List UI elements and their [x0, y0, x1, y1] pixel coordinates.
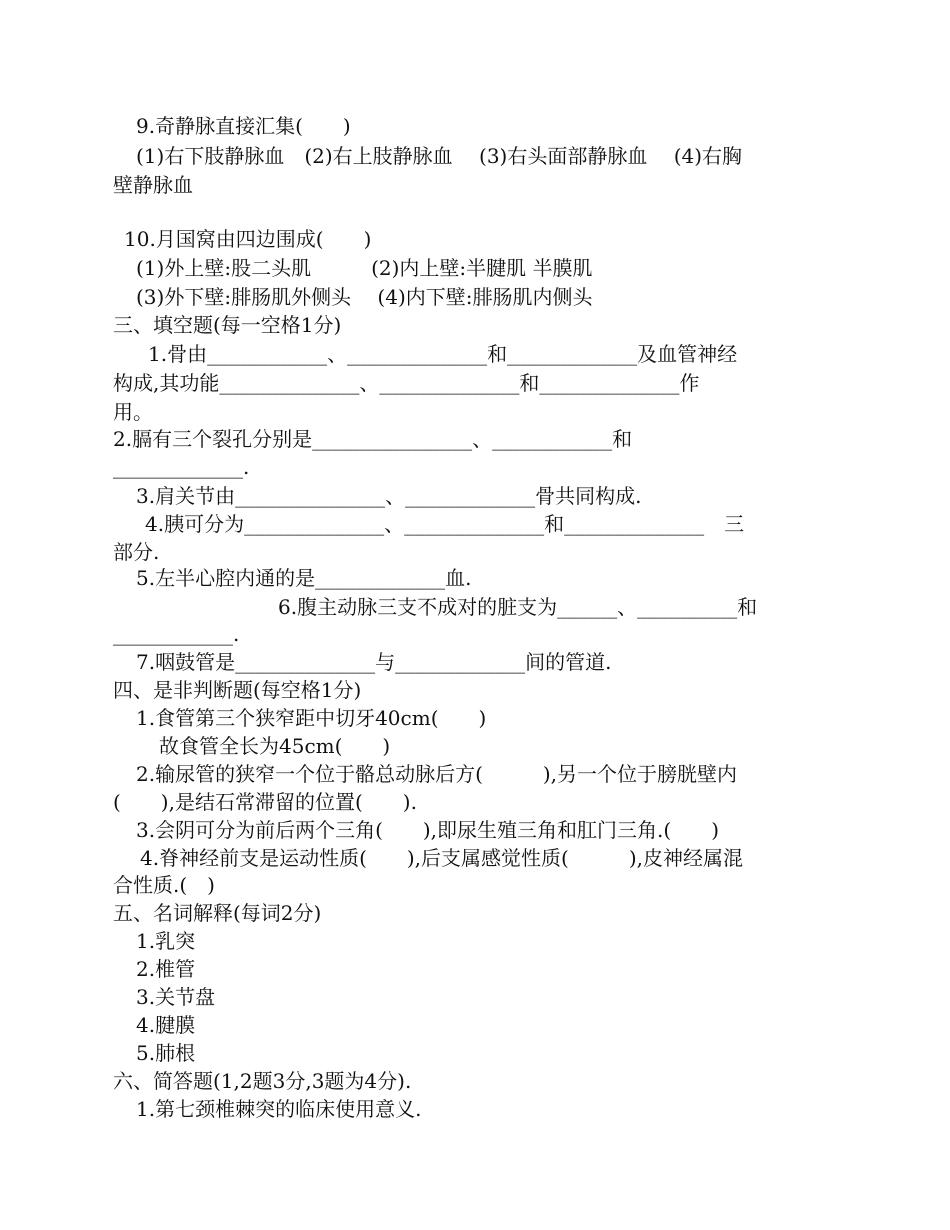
s3-q6-line2: ____________.	[113, 622, 240, 646]
s3-q6-line1: 6.腹主动脉三支不成对的脏支为______、__________和	[278, 595, 758, 619]
s3-q1-line2: 构成,其功能______________、______________和______________作	[113, 371, 700, 395]
section4-heading: 四、是非判断题(每空格1分)	[113, 678, 362, 702]
s4-q1-line1: 1.食管第三个狭窄距中切牙40cm( )	[136, 706, 487, 730]
q9-options-cont: 壁静脉血	[113, 173, 193, 197]
s3-q1-line3: 用。	[113, 400, 153, 424]
q9-options: (1)右下肢静脉血 (2)右上肢静脉血 (3)右头面部静脉血 (4)右胸	[136, 144, 743, 168]
s3-q4-line1: 4.胰可分为______________、______________和______________ 三	[145, 512, 745, 536]
s4-q1-line2: 故食管全长为45cm( )	[159, 734, 391, 758]
s3-q7: 7.咽鼓管是______________与_____________间的管道.	[136, 650, 612, 674]
s4-q2-line2: ( ),是结石常滞留的位置( ).	[113, 790, 417, 814]
s3-q4-line2: 部分.	[113, 540, 160, 564]
section5-heading: 五、名词解释(每词2分)	[113, 901, 322, 925]
s5-item: 1.乳突	[136, 929, 196, 953]
s3-q1-line1: 1.骨由____________、______________和_____________及血管神经	[148, 342, 738, 366]
s4-q4-line2: 合性质.( )	[113, 873, 215, 897]
s6-q1: 1.第七颈椎棘突的临床使用意义.	[136, 1097, 422, 1121]
s3-q2-line1: 2.膈有三个裂孔分别是________________、____________和	[113, 427, 633, 451]
q10-options-2: (3)外下壁:腓肠肌外侧头 (4)内下壁:腓肠肌内侧头	[136, 285, 593, 309]
q10-stem: 10.月国窝由四边围成( )	[124, 227, 372, 251]
q10-options-1: (1)外上壁:股二头肌 (2)内上壁:半腱肌 半膜肌	[136, 256, 593, 280]
s3-q5: 5.左半心腔内通的是_____________血.	[136, 566, 472, 590]
q9-stem: 9.奇静脉直接汇集( )	[136, 114, 351, 138]
s5-item: 2.椎管	[136, 957, 196, 981]
section3-heading: 三、填空题(每一空格1分)	[113, 313, 342, 337]
section6-heading: 六、简答题(1,2题3分,3题为4分).	[113, 1069, 412, 1093]
s5-item: 5.肺根	[136, 1041, 196, 1065]
s4-q3: 3.会阴可分为前后两个三角( ),即尿生殖三角和肛门三角.( )	[136, 818, 720, 842]
s3-q3: 3.肩关节由_______________、_____________骨共同构成.	[136, 484, 642, 508]
s4-q4-line1: 4.脊神经前支是运动性质( ),后支属感觉性质( ),皮神经属混	[140, 846, 744, 870]
s5-item: 4.腱膜	[136, 1013, 196, 1037]
s4-q2-line1: 2.输尿管的狭窄一个位于骼总动脉后方( ),另一个位于膀胱壁内	[136, 762, 738, 786]
s3-q2-line2: _____________.	[113, 455, 250, 479]
s5-item: 3.关节盘	[136, 985, 216, 1009]
